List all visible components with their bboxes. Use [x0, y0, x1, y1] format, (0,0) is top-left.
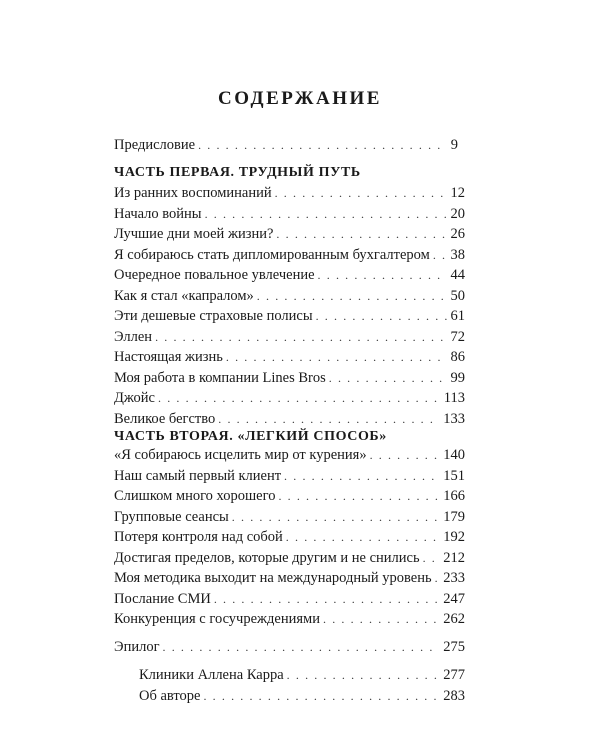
- toc-entry[interactable]: [114, 204, 465, 224]
- toc-page-number: 192: [443, 529, 465, 545]
- toc-entry[interactable]: [114, 568, 465, 588]
- toc-page-number: 166: [443, 488, 465, 504]
- toc-entry-label: Предисловие: [114, 137, 196, 153]
- dot-leader: [423, 548, 440, 568]
- part-two-heading: ЧАСТЬ ВТОРАЯ. «ЛЕГКИЙ СПОСОБ»: [114, 429, 387, 444]
- dot-leader: [329, 368, 447, 388]
- dot-leader: [284, 466, 439, 486]
- toc-entry-epilogue[interactable]: [114, 637, 465, 657]
- toc-entry-label: Великое бегство: [114, 410, 216, 427]
- part-one-heading: ЧАСТЬ ПЕРВАЯ. ТРУДНЫЙ ПУТЬ: [114, 165, 361, 180]
- toc-entry[interactable]: [114, 368, 465, 388]
- toc-page-number: 283: [443, 687, 465, 704]
- toc-entry-label: Слишком много хорошего: [114, 488, 276, 504]
- toc-page-number: 151: [443, 467, 465, 484]
- toc-entry-label: Потеря контроля над собой: [114, 529, 283, 545]
- dot-leader: [370, 445, 440, 465]
- toc-page-number: 277: [443, 667, 465, 683]
- toc-entry-label: Как я стал «капралом»: [114, 287, 254, 304]
- toc-entry-label: Из ранних воспоминаний: [114, 185, 272, 201]
- dot-leader: [203, 686, 439, 706]
- toc-page-number: 9: [450, 137, 458, 153]
- toc-entry[interactable]: [114, 527, 465, 547]
- toc-page-number: 20: [450, 205, 465, 222]
- dot-leader: [278, 486, 439, 506]
- toc-entry-label: Конкуренция с госучреждениями: [114, 611, 320, 627]
- dot-leader: [226, 347, 447, 367]
- toc-page-number: 212: [443, 549, 465, 566]
- toc-entry[interactable]: [114, 306, 465, 326]
- toc-entry-label: Лучшие дни моей жизни?: [114, 226, 274, 242]
- toc-page-number: 26: [450, 226, 465, 242]
- toc-entry[interactable]: [114, 548, 465, 568]
- toc-entry[interactable]: [114, 183, 465, 203]
- toc-entry-label: Клиники Аллена Карра: [139, 667, 284, 683]
- dot-leader: [163, 637, 440, 657]
- toc-entry[interactable]: [114, 286, 465, 306]
- toc-entry[interactable]: [114, 466, 465, 486]
- toc-entry-label: Послание СМИ: [114, 590, 211, 607]
- dot-leader: [433, 245, 447, 265]
- toc-entry-label: Групповые сеансы: [114, 508, 229, 525]
- toc-entry[interactable]: [114, 347, 465, 367]
- toc-page-number: 44: [450, 267, 465, 283]
- dot-leader: [214, 589, 439, 609]
- toc-entry-label: Эллен: [114, 328, 153, 345]
- toc-page-number: 61: [450, 308, 465, 324]
- dot-leader: [316, 306, 447, 326]
- toc-page-number: 50: [450, 287, 465, 304]
- dot-leader: [155, 327, 446, 347]
- toc-entry[interactable]: [114, 507, 465, 527]
- dot-leader: [198, 135, 447, 155]
- toc-entry[interactable]: [114, 445, 465, 465]
- toc-entry-label: Я собираюсь стать дипломированным бухгалтером: [114, 246, 430, 263]
- toc-entry-appendix[interactable]: [139, 686, 465, 706]
- toc-page-number: 86: [450, 349, 465, 365]
- dot-leader: [276, 224, 446, 244]
- dot-leader: [323, 609, 439, 629]
- toc-entry[interactable]: [114, 486, 465, 506]
- toc-page-number: 140: [443, 447, 465, 463]
- toc-page-number: 275: [443, 639, 465, 655]
- toc-entry-label: Достигая пределов, которые другим и не снились: [114, 549, 420, 566]
- dot-leader: [158, 388, 440, 408]
- toc-entry[interactable]: [114, 409, 465, 429]
- toc-entry-label: Эти дешевые страховые полисы: [114, 308, 313, 324]
- page-title: СОДЕРЖАНИЕ: [218, 88, 382, 109]
- dot-leader: [257, 286, 447, 306]
- toc-entry-label: Джойс: [114, 390, 155, 406]
- toc-entry[interactable]: [114, 609, 465, 629]
- toc-entry[interactable]: [114, 589, 465, 609]
- toc-entry[interactable]: [114, 388, 465, 408]
- toc-entry-preface[interactable]: [114, 135, 458, 155]
- dot-leader: [287, 665, 440, 685]
- toc-entry-appendix[interactable]: [139, 665, 465, 685]
- toc-page-number: 38: [450, 246, 465, 263]
- toc-entry-label: Наш самый первый клиент: [114, 467, 282, 484]
- toc-page-number: 133: [443, 410, 465, 427]
- toc-page-number: 179: [443, 508, 465, 525]
- toc-entry-label: Моя работа в компании Lines Bros: [114, 369, 326, 386]
- toc-entry-label: Настоящая жизнь: [114, 349, 223, 365]
- toc-entry[interactable]: [114, 224, 465, 244]
- toc-page-number: 12: [450, 185, 465, 201]
- toc-page-number: 72: [450, 328, 465, 345]
- toc-entry[interactable]: [114, 245, 465, 265]
- toc-page-number: 262: [443, 611, 465, 627]
- dot-leader: [232, 507, 439, 527]
- toc-entry[interactable]: [114, 327, 465, 347]
- toc-entry-label: Очередное повальное увлечение: [114, 267, 315, 283]
- dot-leader: [318, 265, 447, 285]
- toc-page-number: 247: [443, 590, 465, 607]
- toc-entry-label: Эпилог: [114, 639, 160, 655]
- dot-leader: [205, 204, 447, 224]
- dot-leader: [218, 409, 439, 429]
- toc-entry-label: «Я собираюсь исцелить мир от курения»: [114, 447, 367, 463]
- dot-leader: [286, 527, 439, 547]
- toc-page-number: 99: [450, 369, 465, 386]
- toc-entry-label: Моя методика выходит на международный уровень: [114, 570, 432, 586]
- toc-entry-label: Начало войны: [114, 205, 202, 222]
- dot-leader: [275, 183, 447, 203]
- toc-page-number: 233: [443, 570, 465, 586]
- toc-entry-label: Об авторе: [139, 687, 201, 704]
- toc-entry[interactable]: [114, 265, 465, 285]
- toc-page-number: 113: [443, 390, 465, 406]
